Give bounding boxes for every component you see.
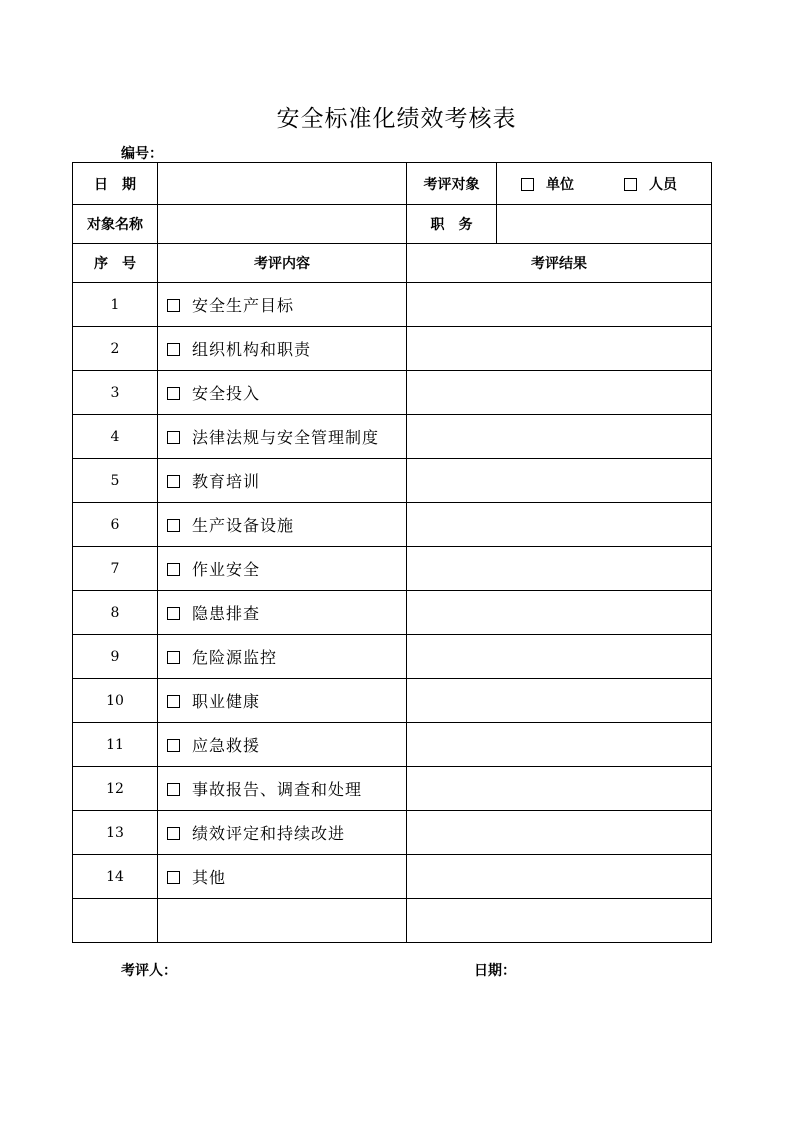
footer-date-label: 日期： bbox=[474, 963, 516, 979]
item-result-cell[interactable] bbox=[407, 503, 712, 547]
item-label: 其他 bbox=[192, 868, 227, 887]
item-result-cell[interactable] bbox=[407, 679, 712, 723]
item-result-cell[interactable] bbox=[407, 327, 712, 371]
item-row bbox=[73, 503, 712, 547]
option-unit[interactable] bbox=[521, 174, 574, 194]
item-label: 危险源监控 bbox=[192, 648, 278, 667]
blank-content-cell[interactable] bbox=[158, 899, 407, 943]
item-row bbox=[73, 459, 712, 503]
item-number: 9 bbox=[73, 635, 158, 679]
item-content-cell bbox=[158, 327, 407, 371]
item-content-cell bbox=[158, 591, 407, 635]
item-label: 绩效评定和持续改进 bbox=[192, 824, 346, 843]
target-type-cell bbox=[497, 163, 712, 205]
item-row bbox=[73, 767, 712, 811]
item-number: 13 bbox=[73, 811, 158, 855]
item-content-cell bbox=[158, 679, 407, 723]
item-checkbox[interactable] bbox=[167, 431, 180, 444]
item-checkbox[interactable] bbox=[167, 519, 180, 532]
item-label: 法律法规与安全管理制度 bbox=[192, 428, 380, 447]
seq-header: 序 号 bbox=[73, 244, 158, 283]
item-number: 2 bbox=[73, 327, 158, 371]
option-unit-label: 单位 bbox=[546, 176, 574, 193]
assessment-table bbox=[72, 162, 712, 943]
item-checkbox[interactable] bbox=[167, 871, 180, 884]
item-row bbox=[73, 547, 712, 591]
item-label: 应急救援 bbox=[192, 736, 261, 755]
item-label: 生产设备设施 bbox=[192, 516, 295, 535]
position-value-cell[interactable] bbox=[497, 205, 712, 244]
item-row bbox=[73, 415, 712, 459]
item-checkbox[interactable] bbox=[167, 827, 180, 840]
blank-result-cell[interactable] bbox=[407, 899, 712, 943]
item-checkbox[interactable] bbox=[167, 695, 180, 708]
item-row bbox=[73, 327, 712, 371]
item-content-cell bbox=[158, 855, 407, 899]
item-label: 组织机构和职责 bbox=[192, 340, 312, 359]
item-content-cell bbox=[158, 547, 407, 591]
item-number: 7 bbox=[73, 547, 158, 591]
item-checkbox[interactable] bbox=[167, 739, 180, 752]
item-number: 11 bbox=[73, 723, 158, 767]
option-person[interactable] bbox=[624, 174, 677, 194]
header-row-date bbox=[73, 163, 712, 205]
item-label: 安全生产目标 bbox=[192, 296, 295, 315]
item-result-cell[interactable] bbox=[407, 547, 712, 591]
item-result-cell[interactable] bbox=[407, 635, 712, 679]
item-label: 隐患排查 bbox=[192, 604, 261, 623]
checkbox-unit[interactable] bbox=[521, 178, 534, 191]
item-content-cell bbox=[158, 371, 407, 415]
reviewer-label: 考评人： bbox=[121, 963, 177, 979]
item-content-cell bbox=[158, 723, 407, 767]
header-row-object bbox=[73, 205, 712, 244]
item-content-cell bbox=[158, 503, 407, 547]
item-row bbox=[73, 283, 712, 327]
item-row bbox=[73, 723, 712, 767]
blank-row bbox=[73, 899, 712, 943]
item-label: 教育培训 bbox=[192, 472, 261, 491]
item-row bbox=[73, 635, 712, 679]
item-content-cell bbox=[158, 415, 407, 459]
date-value-cell[interactable] bbox=[158, 163, 407, 205]
item-result-cell[interactable] bbox=[407, 459, 712, 503]
item-number: 3 bbox=[73, 371, 158, 415]
item-number: 5 bbox=[73, 459, 158, 503]
item-content-cell bbox=[158, 767, 407, 811]
item-checkbox[interactable] bbox=[167, 651, 180, 664]
item-result-cell[interactable] bbox=[407, 415, 712, 459]
option-person-label: 人员 bbox=[649, 176, 677, 193]
item-content-cell bbox=[158, 283, 407, 327]
item-number: 4 bbox=[73, 415, 158, 459]
object-name-label: 对象名称 bbox=[73, 205, 158, 244]
item-checkbox[interactable] bbox=[167, 343, 180, 356]
item-result-cell[interactable] bbox=[407, 723, 712, 767]
item-content-cell bbox=[158, 635, 407, 679]
item-result-cell[interactable] bbox=[407, 855, 712, 899]
item-result-cell[interactable] bbox=[407, 371, 712, 415]
item-number: 1 bbox=[73, 283, 158, 327]
item-result-cell[interactable] bbox=[407, 283, 712, 327]
item-row bbox=[73, 591, 712, 635]
target-label: 考评对象 bbox=[407, 163, 497, 205]
item-checkbox[interactable] bbox=[167, 475, 180, 488]
code-label: 编号： bbox=[121, 146, 163, 162]
item-number: 6 bbox=[73, 503, 158, 547]
result-header: 考评结果 bbox=[407, 244, 712, 283]
item-row bbox=[73, 371, 712, 415]
page-title: 安全标准化绩效考核表 bbox=[276, 106, 517, 132]
item-checkbox[interactable] bbox=[167, 607, 180, 620]
checkbox-person[interactable] bbox=[624, 178, 637, 191]
item-label: 职业健康 bbox=[192, 692, 261, 711]
item-label: 事故报告、调查和处理 bbox=[192, 780, 363, 799]
item-result-cell[interactable] bbox=[407, 811, 712, 855]
item-number: 12 bbox=[73, 767, 158, 811]
item-row bbox=[73, 855, 712, 899]
column-header-row bbox=[73, 244, 712, 283]
blank-seq-cell[interactable] bbox=[73, 899, 158, 943]
item-checkbox[interactable] bbox=[167, 783, 180, 796]
item-result-cell[interactable] bbox=[407, 767, 712, 811]
item-label: 作业安全 bbox=[192, 560, 261, 579]
item-checkbox[interactable] bbox=[167, 387, 180, 400]
position-label: 职 务 bbox=[407, 205, 497, 244]
object-name-value-cell[interactable] bbox=[158, 205, 407, 244]
item-number: 14 bbox=[73, 855, 158, 899]
item-number: 10 bbox=[73, 679, 158, 723]
date-label: 日 期 bbox=[73, 163, 158, 205]
content-header: 考评内容 bbox=[158, 244, 407, 283]
item-content-cell bbox=[158, 459, 407, 503]
item-content-cell bbox=[158, 811, 407, 855]
item-checkbox[interactable] bbox=[167, 563, 180, 576]
item-checkbox[interactable] bbox=[167, 299, 180, 312]
item-row bbox=[73, 811, 712, 855]
item-label: 安全投入 bbox=[192, 384, 261, 403]
item-result-cell[interactable] bbox=[407, 591, 712, 635]
item-number: 8 bbox=[73, 591, 158, 635]
item-row bbox=[73, 679, 712, 723]
